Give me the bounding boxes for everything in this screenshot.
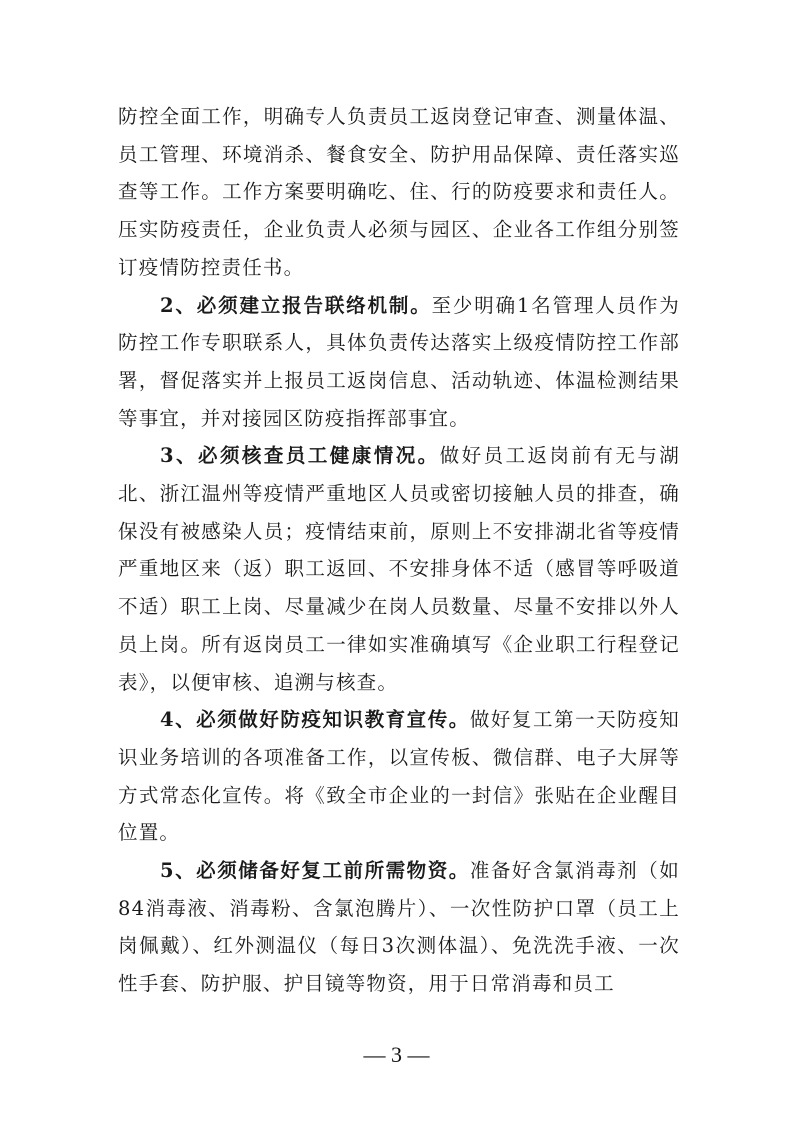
paragraph-5-heading: 5、必须储备好复工前所需物资。: [160, 859, 470, 883]
paragraph-5-text: 准备好含氯消毒剂（如84消毒液、消毒粉、含氯泡腾片）、一次性防护口罩（员工上岗佩戴）、红外测温仪（每日3次测体温）、免洗洗手液、一次性手套、防护服、护目镜等物资，用于日常消毒和员工: [118, 859, 680, 996]
paragraph-5: [118, 852, 680, 1003]
paragraph-3-heading: 3、必须核查员工健康情况。: [160, 444, 440, 468]
paragraph-1: [118, 98, 680, 287]
paragraph-3: [118, 437, 680, 701]
paragraph-2-text: 至少明确1名管理人员作为防控工作专职联系人，具体负责传达落实上级疫情防控工作部署，督促落实并上报员工返岗信息、活动轨迹、体温检测结果等事宜，并对接园区防疫指挥部事宜。: [118, 293, 680, 430]
paragraph-4-text: 做好复工第一天防疫知识业务培训的各项准备工作，以宣传板、微信群、电子大屏等方式常态化宣传。将《致全市企业的一封信》张贴在企业醒目位置。: [118, 708, 680, 845]
paragraph-4: [118, 701, 680, 852]
paragraph-1-text: 防控全面工作，明确专人负责员工返岗登记审查、测量体温、员工管理、环境消杀、餐食安全、防护用品保障、责任落实巡查等工作。工作方案要明确吃、住、行的防疫要求和责任人。压实防疫责任，企业负责人必须与园区、企业各工作组分别签订疫情防控责任书。: [118, 105, 680, 279]
paragraph-4-heading: 4、必须做好防疫知识教育宣传。: [160, 708, 470, 732]
page-number: — 3 —: [363, 1042, 430, 1067]
paragraph-2-heading: 2、必须建立报告联络机制。: [160, 293, 432, 317]
paragraph-2: [118, 287, 680, 438]
document-body: [118, 98, 680, 1003]
paragraph-3-text: 做好员工返岗前有无与湖北、浙江温州等疫情严重地区人员或密切接触人员的排查，确保没有被感染人员；疫情结束前，原则上不安排湖北省等疫情严重地区来（返）职工返回、不安排身体不适（感冒等呼吸道不适）职工上岗、尽量减少在岗人员数量、尽量不安排以外人员上岗。所有返岗员工一律如实准确填写《企业职工行程登记表》，以便审核、追溯与核查。: [118, 444, 681, 694]
